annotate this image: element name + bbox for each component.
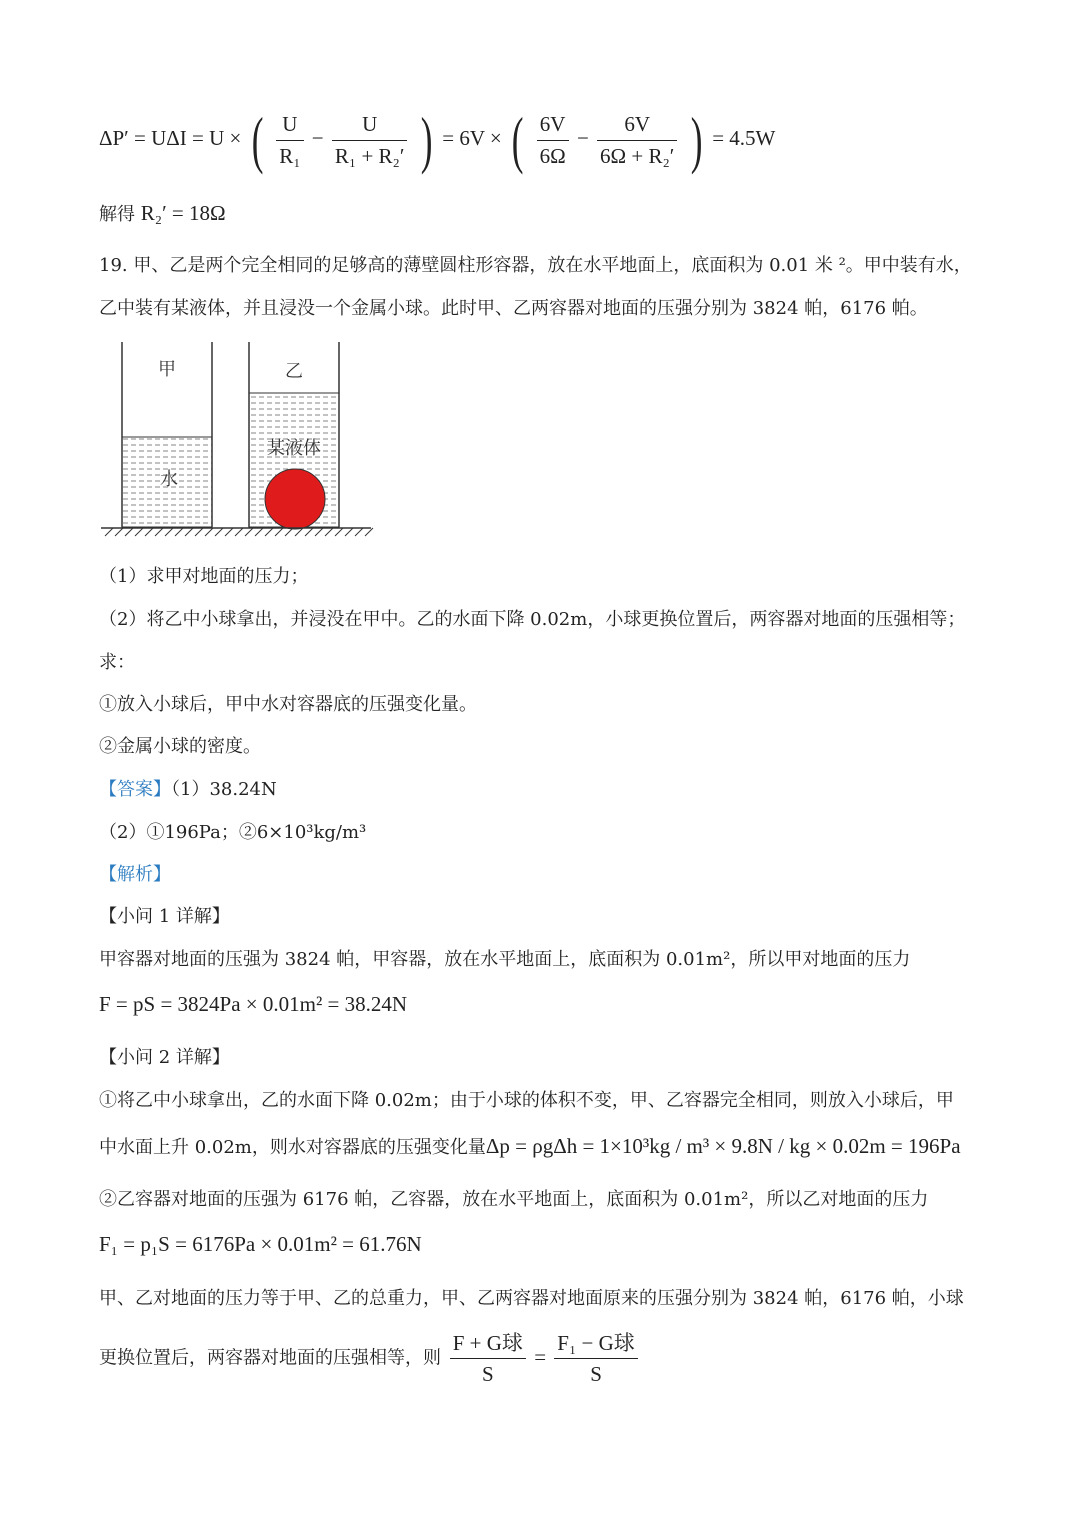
detail-2-line-5: 更换位置后，两容器对地面的压强相等，则 $\frac{\text{F + G球}}{S}$ = $\frac{\text{F₁ − G球}}{S}$ (99, 1330, 641, 1388)
analysis-tag: 【解析】 (99, 864, 171, 885)
detail-2-force-formula: F₁ = p₁S = 6176Pa × 0.01m² = 61.76N (99, 1232, 422, 1256)
question-line-2: 乙中装有某液体，并且浸没一个金属小球。此时甲、乙两容器对地面的压强分别为 3824 帕，6176 帕。 (99, 298, 928, 319)
pressure-change-formula: Δp = ρgΔh = 1×10³kg / m³ × 9.8N / kg × 0.02m = 196Pa (485, 1134, 961, 1158)
equation-left-fraction: $\frac{\text{F + G球}}{S}$ (450, 1330, 526, 1388)
fraction-1: $\frac{U}{\text{R₁}}$ (276, 111, 303, 169)
formula-top: ΔP′ = UΔI = U × ( $\frac{U}{\text{R₁}}$ − $\frac{U}{\text{R₁ + R₂′}}$ ) = 6V × ( $\frac{6V}{6\Omega}$ − $\frac{6V}{\text{6Ω + R₂′}}$ ) = 4.5W (99, 104, 776, 175)
answer-tag: 【答案】 (99, 779, 171, 800)
formula-top-result: = 4.5W (712, 125, 776, 150)
part-2-2: ②金属小球的密度。 (99, 736, 261, 757)
label-jia: 甲 (158, 359, 176, 380)
part-2: （2）将乙中小球拿出，并浸没在甲中。乙的水面下降 0.02m，小球更换位置后，两容器对地面的压强相等； (99, 609, 966, 630)
fraction-3: $\frac{6V}{6\Omega}$ (537, 111, 569, 169)
answer-line-2: （2）①196Pa；②6×10³kg/m³ (99, 822, 367, 843)
part-2-ask: 求： (99, 652, 135, 673)
detail-2-tag: 【小问 2 详解】 (99, 1047, 230, 1068)
question-line-1: 19. 甲、乙是两个完全相同的足够高的薄壁圆柱形容器，放在水平地面上，底面积为 0.01 米 ²。甲中装有水， (99, 255, 972, 276)
detail-1-text: 甲容器对地面的压强为 3824 帕，甲容器，放在水平地面上，底面积为 0.01m²，所以甲对地面的压力 (99, 949, 911, 970)
solve-line: 解得 R₂′ = 18Ω (99, 201, 226, 225)
detail-1-tag: 【小问 1 详解】 (99, 906, 230, 927)
detail-2-line-4: 甲、乙对地面的压力等于甲、乙的总重力，甲、乙两容器对地面原来的压强分别为 3824 帕，6176 帕，小球 (99, 1288, 964, 1309)
part-1: （1）求甲对地面的压力； (99, 566, 309, 587)
formula-top-lhs: ΔP′ = UΔI = U × (99, 125, 242, 150)
ground-hatch (105, 528, 373, 536)
detail-2-line-2: 中水面上升 0.02m，则水对容器底的压强变化量Δp = ρgΔh = 1×10³kg / m³ × 9.8N / kg × 0.02m = 196Pa (99, 1134, 961, 1158)
label-liquid: 某液体 (267, 438, 321, 459)
fraction-2: $\frac{U}{\text{R₁ + R₂′}}$ (332, 111, 408, 169)
detail-1-formula: F = pS = 3824Pa × 0.01m² = 38.24N (99, 992, 408, 1016)
label-water: 水 (160, 469, 178, 490)
detail-2-line-3: ②乙容器对地面的压强为 6176 帕，乙容器，放在水平地面上，底面积为 0.01m²，所以乙对地面的压力 (99, 1189, 929, 1210)
equation-right-fraction: $\frac{\text{F₁ − G球}}{S}$ (554, 1330, 638, 1388)
part-2-1: ①放入小球后，甲中水对容器底的压强变化量。 (99, 694, 477, 715)
detail-2-line-1: ①将乙中小球拿出，乙的水面下降 0.02m；由于小球的体积不变，甲、乙容器完全相同，则放入小球后，甲 (99, 1090, 954, 1111)
container-figure (99, 340, 374, 540)
formula-top-mid: = 6V × (442, 125, 502, 150)
metal-ball (265, 469, 325, 529)
label-yi: 乙 (285, 361, 303, 382)
answer-line-1: 【答案】（1）38.24N (99, 779, 277, 800)
fraction-4: $\frac{6V}{\text{6Ω + R₂′}}$ (597, 111, 677, 169)
